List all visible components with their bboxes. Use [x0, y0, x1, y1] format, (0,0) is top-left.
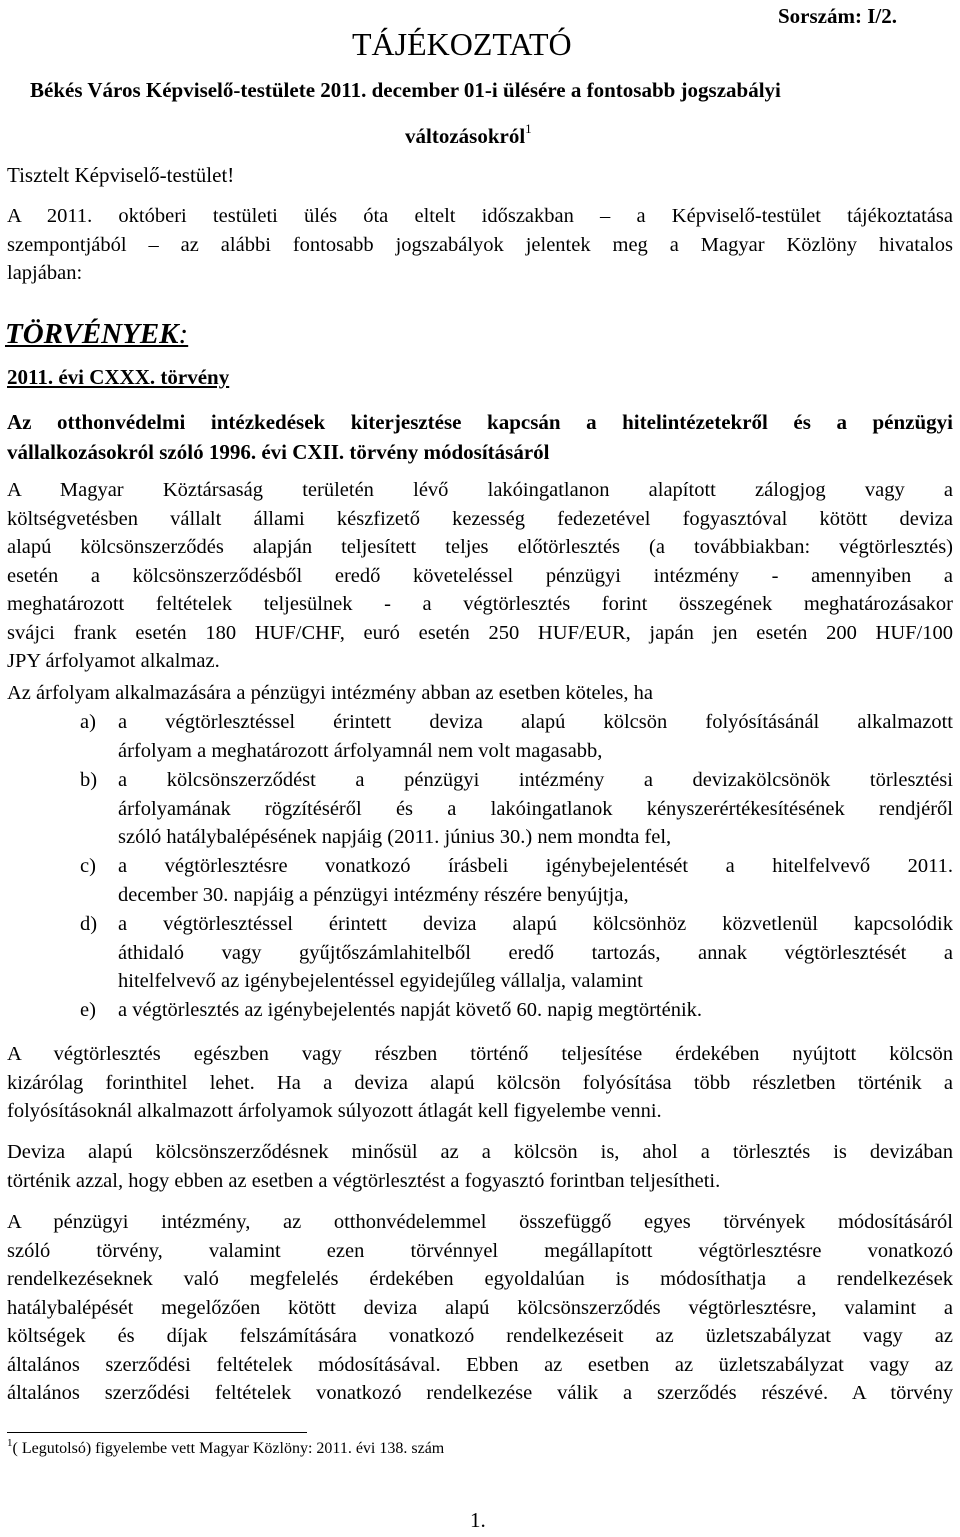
text-line: a végtörlesztéssel érintett deviza alapú kölcsön folyósításánál alkalmazott: [118, 711, 953, 733]
text-line: árfolyam a meghatározott árfolyamnál nem volt magasabb,: [118, 739, 603, 762]
text-line: JPY árfolyamot alkalmaz.: [7, 650, 220, 672]
text-line: alapú kölcsönszerződés alapján teljesített teljes előtörlesztés (a továbbiakban: végtörlesztés): [7, 536, 953, 558]
serial-number: Sorszám: I/2.: [778, 4, 897, 28]
text-line: Az otthonvédelmi intézkedések kiterjesztése kapcsán a hitelintézetekről és a pénzügyi: [7, 410, 953, 434]
text-line: árfolyamának rögzítéséről és a lakóingatlanok kényszerértékesítésének rendjéről: [118, 797, 953, 820]
text-line: Deviza alapú kölcsönszerződésnek minősül az a kölcsön is, ahol a törlesztés is devizában: [7, 1141, 953, 1163]
text-line: folyósításoknál alkalmazott árfolyamok súlyozott átlagát kell figyelembe venni.: [7, 1100, 662, 1122]
intro-paragraph: [7, 202, 953, 288]
subtitle-line-2: [405, 121, 532, 149]
paragraph-2: [7, 1040, 953, 1126]
text-line: általános szerződési feltételek vonatkozó rendelkezése válik a szerződés részévé. A törvény: [7, 1382, 953, 1404]
text-line: a végtörlesztésre vonatkozó írásbeli igénybejelentését a hitelfelvevő 2011.: [118, 855, 953, 877]
text-line: általános szerződési feltételek módosításával. Ebben az esetben az üzletszabályzat vagy az: [7, 1353, 953, 1376]
text-line: a kölcsönszerződést a pénzügyi intézmény a devizakölcsönök törlesztési: [118, 769, 953, 791]
text-line: szempontjából – az alábbi fontosabb jogszabályok jelentek meg a Magyar Közlöny hivatalos: [7, 233, 953, 256]
paragraph-4: [7, 1208, 953, 1408]
text-line: költségek és díjak felszámítására vonatkozó rendelkezéseit az üzletszabályzat vagy az: [7, 1325, 953, 1347]
text-line: hatálybalépését megelőzően kötött deviza alapú kölcsönszerződés végtörlesztésre, valamint a: [7, 1296, 953, 1319]
text-line: A 2011. októberi testületi ülés óta eltelt időszakban – a Képviselő-testület tájékoztatása: [7, 205, 953, 227]
paragraph-1: [7, 476, 953, 676]
text-line: A pénzügyi intézmény, az otthonvédelemmel összefüggő egyes törvények módosításáról: [7, 1211, 953, 1233]
footnote-ref: 1: [525, 121, 532, 136]
text-line: vállalkozásokról szóló 1996. évi CXII. törvény módosításáról: [7, 440, 550, 464]
section-heading-text: TÖRVÉNYEK: [5, 318, 179, 350]
text-line: a végtörlesztéssel érintett deviza alapú kölcsönhöz közvetlenül kapcsolódik: [118, 913, 953, 935]
text-line: meghatározott feltételek teljesülnek - a végtörlesztés forint összegének meghatározásakor: [7, 593, 953, 615]
page-title: TÁJÉKOZTATÓ: [352, 26, 572, 62]
footnote: [7, 1437, 445, 1458]
subtitle-line-1: Békés Város Képviselő-testülete 2011. december 01-i ülésére a fontosabb jogszabályi: [30, 78, 781, 102]
list-label: c): [80, 855, 96, 877]
text-line: történik azzal, hogy ebben az esetben a végtörlesztést a fogyasztó forintban teljesítheti.: [7, 1169, 721, 1192]
text-line: áthidaló vagy gyűjtőszámlahitelből eredő tartozás, annak végtörlesztését a: [118, 941, 953, 964]
text-line: esetén a kölcsönszerződésből eredő követeléssel pénzügyi intézmény - amennyiben a: [7, 564, 953, 587]
text-line: a végtörlesztés az igénybejelentés napját követő 60. napig megtörténik.: [118, 999, 703, 1021]
section-heading-colon: :: [178, 318, 189, 350]
footnote-text: ( Legutolsó) figyelembe vett Magyar Közlöny: 2011. évi 138. szám: [12, 1440, 445, 1457]
text-line: rendelkezéseknek való megfelelés érdekében egyoldalúan is módosíthatja a rendelkezések: [7, 1268, 953, 1290]
page-number: 1.: [470, 1508, 486, 1532]
law-number: 2011. évi CXXX. törvény: [7, 365, 230, 389]
greeting: Tisztelt Képviselő-testület!: [7, 163, 235, 187]
text-line: kizárólag forinthitel lehet. Ha a deviza alapú kölcsön folyósítása több részletben történik a: [7, 1071, 953, 1094]
text-line: december 30. napjáig a pénzügyi intézmény részére benyújtja,: [118, 883, 629, 906]
text-line: szóló hatálybalépésének napjáig (2011. június 30.) nem mondta fel,: [118, 826, 672, 848]
text-line: költségvetésben vállalt állami készfizető kezesség fedezetével fogyasztóval kötött deviza: [7, 507, 953, 530]
text-line: szóló törvény, valamint ezen törvénnyel megállapított végtörlesztésre vonatkozó: [7, 1239, 953, 1262]
list-label: e): [80, 999, 96, 1021]
text-line: hitelfelvevő az igénybejelentéssel egyidejűleg vállalja, valamint: [118, 970, 643, 992]
text-line: lapjában:: [7, 262, 83, 284]
paragraph-3: [7, 1138, 953, 1195]
footnote-number: 1: [7, 1437, 13, 1449]
law-title: [7, 407, 953, 467]
text-line: svájci frank esetén 180 HUF/CHF, euró esetén 250 HUF/EUR, japán jen esetén 200 HUF/100: [7, 621, 953, 644]
text-line: A Magyar Köztársaság területén lévő lakóingatlanon alapított zálogjog vagy a: [7, 479, 953, 501]
list-label: b): [80, 769, 98, 791]
footnote-divider: [7, 1432, 307, 1433]
subtitle-text: változásokról: [405, 124, 526, 148]
text-line: A végtörlesztés egészben vagy részben történő teljesítése érdekében nyújtott kölcsön: [7, 1043, 953, 1065]
list-label: d): [80, 913, 98, 935]
conditions-intro: Az árfolyam alkalmazására a pénzügyi intézmény abban az esetben köteles, ha: [7, 682, 654, 704]
section-heading: [5, 318, 188, 351]
list-label: a): [80, 711, 96, 733]
